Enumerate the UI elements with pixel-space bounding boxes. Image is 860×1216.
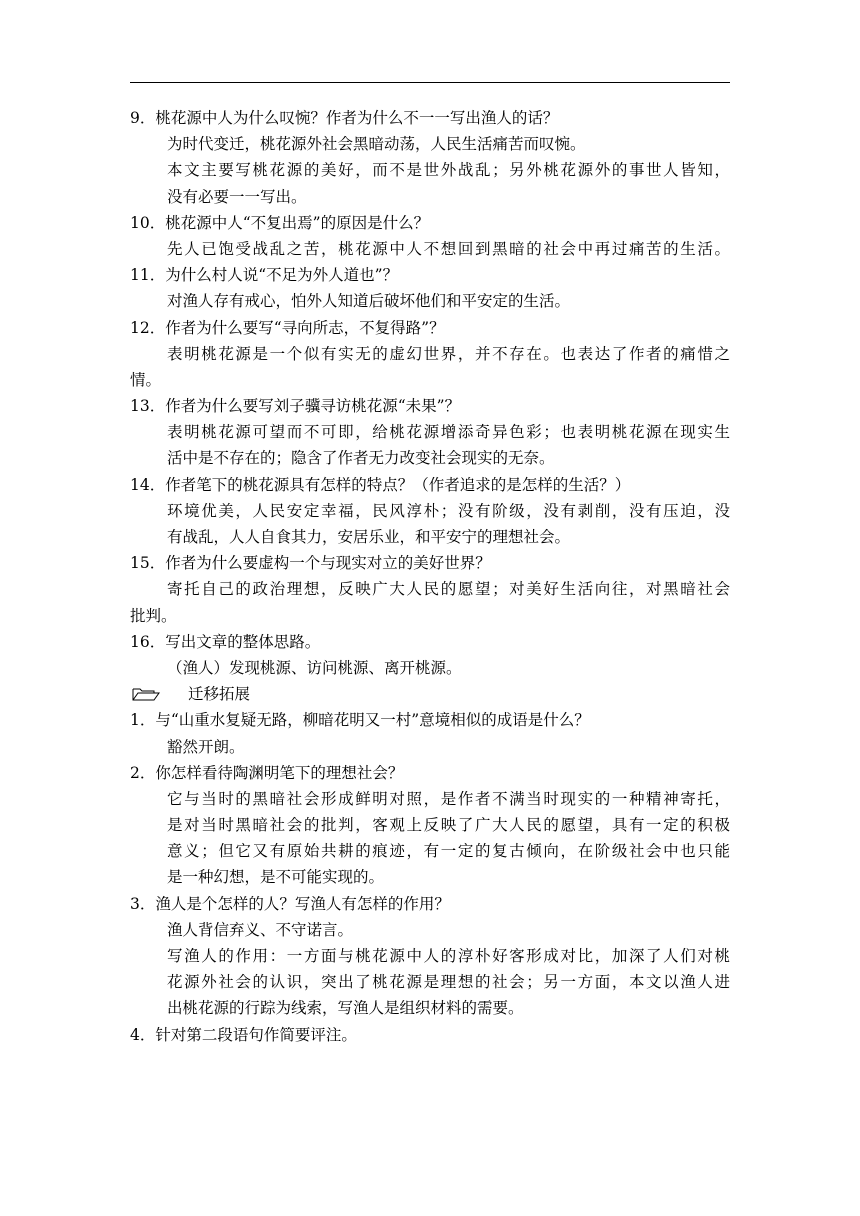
question-16 [130,629,730,655]
answer-9-line-3: 没有必要一一写出。 [167,187,307,206]
ext-question-1: 1．与“山重水复疑无路，柳暗花明又一村”意境相似的成语是什么？ [130,711,590,730]
question-number: 13． [130,397,166,416]
ext-answer-3-line-2: 写渔人的作用：一方面与桃花源中人的淳朴好客形成对比，加深了人们对桃 [167,947,730,965]
ext-question-3: 3．渔人是个怎样的人？写渔人有怎样的作用？ [130,894,450,913]
answer-16: （渔人）发现桃源、访问桃源、离开桃源。 [167,658,462,677]
header-rule [130,82,730,83]
ext-answer-2-line-1: 它与当时的黑暗社会形成鲜明对照，是作者不满当时现实的一种精神寄托， [167,789,730,808]
answer-15-line-2: 批判。 [130,606,177,625]
answer-14-line-1: 环境优美，人民安定幸福，民风淳朴；没有阶级，没有剥削，没有压迫，没 [167,501,730,520]
question-14 [130,472,730,498]
answer-9-line-1: 为时代变迁，桃花源外社会黑暗动荡，人民生活痛苦而叹惋。 [167,135,586,154]
question-15 [130,550,730,576]
question-number: 9． [130,109,156,127]
question-12 [130,315,730,341]
ext-question-4: 4．针对第二段语句作简要评注。 [130,1025,357,1044]
answer-10: 先人已饱受战乱之苦，桃花源中人不想回到黑暗的社会中再过痛苦的生活。 [167,239,730,258]
question-text: 作者为什么要写刘子骥寻访桃花源“未果”？ [165,397,461,416]
question-text: 为什么村人说“不足为外人道也”？ [165,266,399,285]
ext-answer-3-line-4: 出桃花源的行踪为线索，写渔人是组织材料的需要。 [167,999,524,1018]
document-body [130,105,730,1048]
question-13 [130,393,730,419]
ext-answer-2-line-2: 是对当时黑暗社会的批判，客观上反映了广大人民的愿望，具有一定的积极 [167,816,730,835]
question-number: 11． [130,266,166,285]
ext-answer-2-line-3: 意义；但它又有原始共耕的痕迹，有一定的复古倾向，在阶级社会中也只能 [167,842,730,861]
question-text: 桃花源中人为什么叹惋？作者为什么不一一写出渔人的话？ [155,109,559,127]
question-number: 14． [130,475,166,494]
question-11 [130,262,730,288]
question-text: 作者为什么要写“寻向所志，不复得路”？ [165,318,445,337]
answer-15-line-1: 寄托自己的政治理想，反映广大人民的愿望；对美好生活向往，对黑暗社会 [167,580,730,599]
ext-answer-3-line-1: 渔人背信弃义、不守诺言。 [167,920,354,939]
section-header [130,681,730,707]
question-text: 写出文章的整体思路。 [165,632,321,651]
question-number: 10． [130,213,166,232]
ext-answer-3-line-3: 花源外社会的认识，突出了桃花源是理想的社会；另一方面，本文以渔人进 [167,973,730,992]
answer-14-line-2: 有战乱，人人自食其力，安居乐业，和平安宁的理想社会。 [167,528,571,546]
answer-13-line-1: 表明桃花源可望而不可即，给桃花源增添奇异色彩；也表明桃花源在现实生 [167,423,730,442]
answer-12-line-2: 情。 [130,370,162,389]
answer-11: 对渔人存有戒心，怕外人知道后破坏他们和平安定的生活。 [167,292,571,311]
ext-question-2: 2．你怎样看待陶渊明笔下的理想社会？ [130,763,404,782]
answer-9-line-2: 本文主要写桃花源的美好，而不是世外战乱；另外桃花源外的事世人皆知， [167,161,730,180]
question-text: 桃花源中人“不复出焉”的原因是什么？ [165,213,430,232]
question-number: 15． [130,554,166,573]
section-title: 迁移拓展 [188,685,251,704]
question-text: 作者笔下的桃花源具有怎样的特点？（作者追求的是怎样的生活？） [165,475,631,494]
answer-12-line-1: 表明桃花源是一个似有实无的虚幻世界，并不存在。也表达了作者的痛惜之 [167,344,730,363]
question-number: 12． [130,318,166,337]
ext-answer-2-line-4: 是一种幻想，是不可能实现的。 [167,868,385,887]
folder-icon [132,687,160,701]
question-number: 16． [130,632,166,651]
question-9 [130,105,730,131]
answer-13-line-2: 活中是不存在的；隐含了作者无力改变社会现实的无奈。 [167,449,555,468]
question-text: 作者为什么要虚构一个与现实对立的美好世界？ [165,554,491,573]
question-10 [130,210,730,236]
ext-answer-1: 豁然开朗。 [167,737,245,756]
